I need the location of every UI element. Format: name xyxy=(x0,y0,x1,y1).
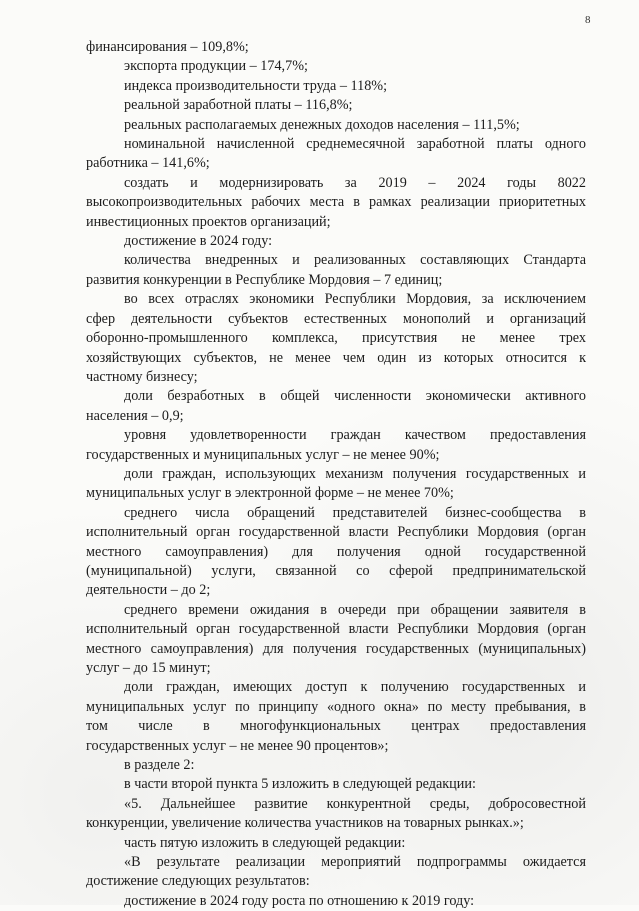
text-line: достижение следующих результатов: xyxy=(86,873,310,890)
text-line: том числе в многофункциональных центрах предоставления xyxy=(86,718,586,735)
text-line: количества внедренных и реализованных составляющих Стандарта xyxy=(124,252,586,269)
text-line: (муниципальной) услуги, связанной со сферой предпринимательской xyxy=(86,562,586,579)
text-line: муниципальных услуг в электронной форме – не менее 70%; xyxy=(86,485,454,502)
text-line: высокопроизводительных рабочих места в рамках реализации приоритетных xyxy=(86,194,586,211)
text-line: населения – 0,9; xyxy=(86,407,184,424)
text-line: экспорта продукции – 174,7%; xyxy=(124,58,308,75)
text-line: местного самоуправления) для получения государственных (муниципальных) xyxy=(86,640,586,657)
text-line: достижение в 2024 году: xyxy=(124,233,273,250)
text-line: развития конкуренции в Республике Мордовия – 7 единиц; xyxy=(86,271,443,288)
text-line: доли граждан, имеющих доступ к получению государственных и xyxy=(124,679,586,696)
text-line: финансирования – 109,8%; xyxy=(86,39,249,55)
text-line: среднего времени ожидания в очереди при обращении заявителя в xyxy=(124,601,586,618)
text-line: конкуренции, увеличение количества участников на товарных рынках.»; xyxy=(86,815,524,832)
text-line: среднего числа обращений представителей бизнес-сообщества в xyxy=(124,504,586,521)
text-line: государственных и муниципальных услуг – не менее 90%; xyxy=(86,446,440,463)
text-line: во всех отраслях экономики Республики Мордовия, за исключением xyxy=(124,291,586,308)
text-line: реальных располагаемых денежных доходов населения – 111,5%; xyxy=(124,116,520,133)
text-line: индекса производительности труда – 118%; xyxy=(124,77,388,94)
document-body xyxy=(86,38,586,911)
text-line: доли безработных в общей численности экономически активного xyxy=(124,388,586,405)
text-line: государственных услуг – не менее 90 процентов»; xyxy=(86,737,389,754)
text-line: местного самоуправления) для получения одной государственной xyxy=(86,543,586,560)
text-line: исполнительный орган государственной власти Республики Мордовия (орган xyxy=(86,621,586,638)
page-number: 8 xyxy=(585,14,591,26)
text-line: деятельности – до 2; xyxy=(86,582,211,599)
text-line: муниципальных услуг по принципу «одного окна» по месту пребывания, в xyxy=(86,698,586,715)
text-line: доли граждан, использующих механизм получения государственных и xyxy=(124,465,586,482)
text-line: в разделе 2: xyxy=(124,757,195,774)
text-line: «5. Дальнейшее развитие конкурентной среды, добросовестной xyxy=(124,795,586,812)
text-line: часть пятую изложить в следующей редакции: xyxy=(124,834,406,851)
text-line: «В результате реализации мероприятий подпрограммы ожидается xyxy=(124,854,586,871)
text-line: работника – 141,6%; xyxy=(86,155,210,172)
text-line: в части второй пункта 5 изложить в следующей редакции: xyxy=(124,776,476,793)
text-line: создать и модернизировать за 2019 – 2024 годы 8022 xyxy=(124,174,586,191)
text-line: реальной заработной платы – 116,8%; xyxy=(124,97,353,114)
text-line: уровня удовлетворенности граждан качеством предоставления xyxy=(124,427,586,444)
text-line: услуг – до 15 минут; xyxy=(86,660,211,676)
text-line: инвестиционных проектов организаций; xyxy=(86,213,331,230)
text-line: оборонно-промышленного комплекса, присутствия не менее трех xyxy=(86,330,586,347)
text-line: сфер деятельности субъектов естественных монополий и организаций xyxy=(86,310,586,327)
text-line: частному бизнесу; xyxy=(86,368,198,385)
text-line: номинальной начисленной среднемесячной заработной платы одного xyxy=(124,136,586,153)
text-line: достижение в 2024 году роста по отношению к 2019 году: xyxy=(124,892,475,909)
text-line: исполнительный орган государственной власти Республики Мордовия (орган xyxy=(86,524,586,541)
text-line: хозяйствующих субъектов, не менее чем один из которых относится к xyxy=(86,349,586,366)
